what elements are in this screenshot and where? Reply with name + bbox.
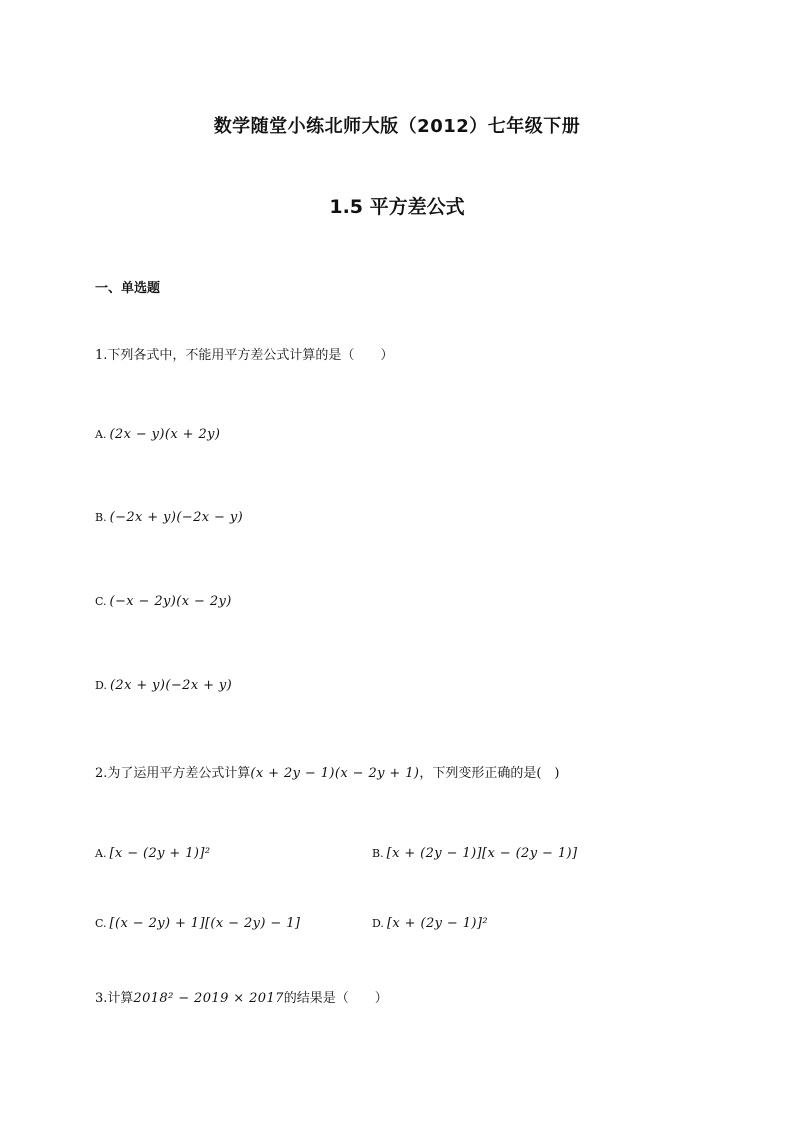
stem-expression: (x + 2y − 1)(x − 2y + 1)	[250, 766, 420, 781]
stem-expression: 2018² − 2019 × 2017	[133, 991, 284, 1006]
option-label: A.	[95, 847, 107, 860]
question-3-stem	[95, 987, 388, 1006]
question-2-option-c	[95, 916, 300, 931]
stem-text: 3.计算	[95, 991, 134, 1006]
option-expression: (2x − y)(x + 2y)	[109, 427, 221, 442]
option-expression: [x + (2y − 1)][x − (2y − 1)]	[386, 846, 578, 861]
option-label: B.	[95, 511, 107, 524]
question-1-option-a	[95, 427, 220, 442]
option-expression: [(x − 2y) + 1][(x − 2y) − 1]	[109, 916, 301, 931]
section-heading: 一、单选题	[95, 281, 161, 296]
option-label: D.	[95, 679, 107, 692]
question-1-stem: 1.下列各式中，不能用平方差公式计算的是（ ）	[95, 348, 394, 363]
question-2-option-d	[372, 916, 488, 931]
option-expression: [x − (2y + 1)]²	[109, 846, 211, 861]
option-expression: (2x + y)(−2x + y)	[109, 678, 233, 693]
question-2-option-a	[95, 846, 210, 861]
question-1-option-c	[95, 594, 232, 609]
lesson-title: 1.5 平方差公式	[329, 196, 465, 218]
question-1-option-b	[95, 510, 243, 525]
option-expression: [x + (2y − 1)]²	[386, 916, 488, 931]
option-label: B.	[372, 847, 384, 860]
option-expression: (−2x + y)(−2x − y)	[109, 510, 244, 525]
stem-text: 2.为了运用平方差公式计算	[95, 766, 251, 781]
option-label: C.	[95, 917, 107, 930]
option-label: A.	[95, 428, 107, 441]
question-2-stem	[95, 762, 560, 781]
option-label: C.	[95, 595, 107, 608]
stem-text: 的结果是（ ）	[283, 991, 388, 1006]
document-title: 数学随堂小练北师大版（2012）七年级下册	[213, 116, 581, 137]
option-expression: (−x − 2y)(x − 2y)	[109, 594, 232, 609]
question-2-option-b	[372, 846, 577, 861]
option-label: D.	[372, 917, 384, 930]
question-1-option-d	[95, 678, 232, 693]
stem-text: ，下列变形正确的是( )	[419, 766, 560, 781]
